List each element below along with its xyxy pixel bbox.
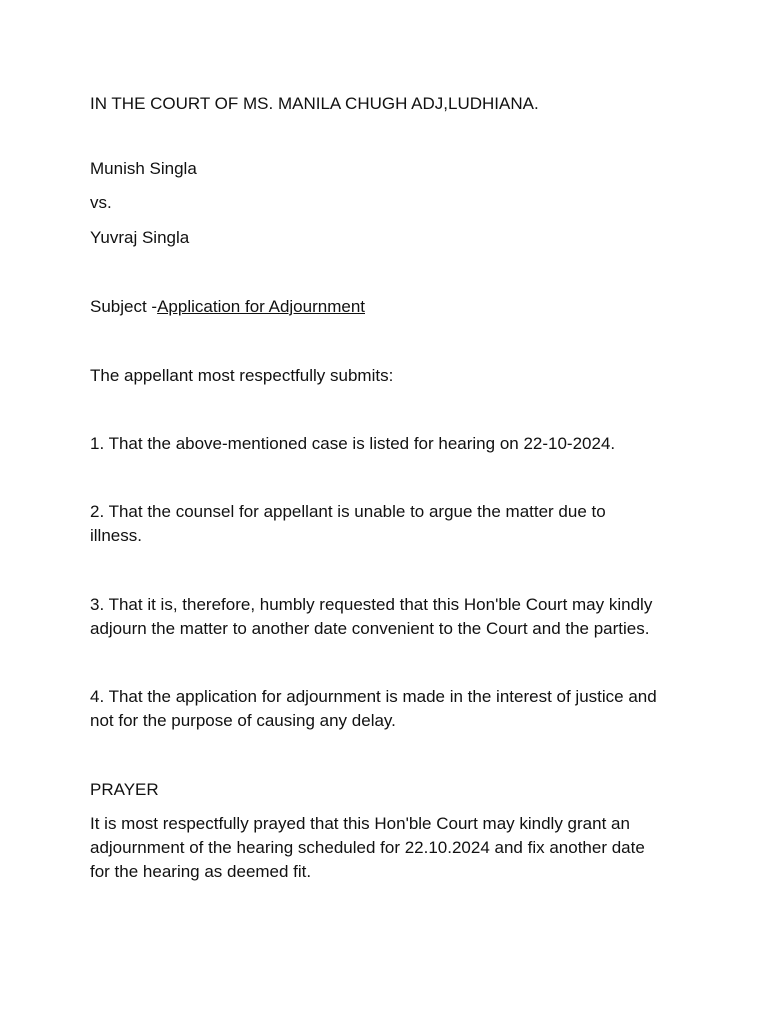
court-heading: IN THE COURT OF MS. MANILA CHUGH ADJ,LUDHIANA. — [90, 94, 539, 113]
subject-title: Application for Adjournment — [157, 297, 365, 316]
point-1-line-1: 1. That the above-mentioned case is listed for hearing on 22-10-2024. — [90, 434, 616, 453]
point-2-line-1: 2. That the counsel for appellant is unable to argue the matter due to — [90, 502, 606, 521]
point-4-line-1: 4. That the application for adjournment is made in the interest of justice and — [90, 687, 657, 706]
point-2-line-2: illness. — [90, 526, 142, 545]
point-3-line-1: 3. That it is, therefore, humbly requested that this Hon'ble Court may kindly — [90, 595, 653, 614]
prayer-line-1: It is most respectfully prayed that this Hon'ble Court may kindly grant an — [90, 814, 630, 833]
prayer-line-3: for the hearing as deemed fit. — [90, 862, 312, 881]
point-4-line-2: not for the purpose of causing any delay. — [90, 711, 396, 730]
versus-text: vs. — [90, 193, 112, 212]
defendant-name: Yuvraj Singla — [90, 228, 190, 247]
point-3-line-2: adjourn the matter to another date convenient to the Court and the parties. — [90, 619, 650, 638]
intro-text: The appellant most respectfully submits: — [90, 366, 394, 385]
subject-line — [90, 295, 690, 319]
prayer-heading: PRAYER — [90, 780, 159, 799]
prayer-line-2: adjournment of the hearing scheduled for 22.10.2024 and fix another date — [90, 838, 645, 857]
subject-prefix: Subject - — [90, 297, 158, 316]
plaintiff-name: Munish Singla — [90, 159, 197, 178]
